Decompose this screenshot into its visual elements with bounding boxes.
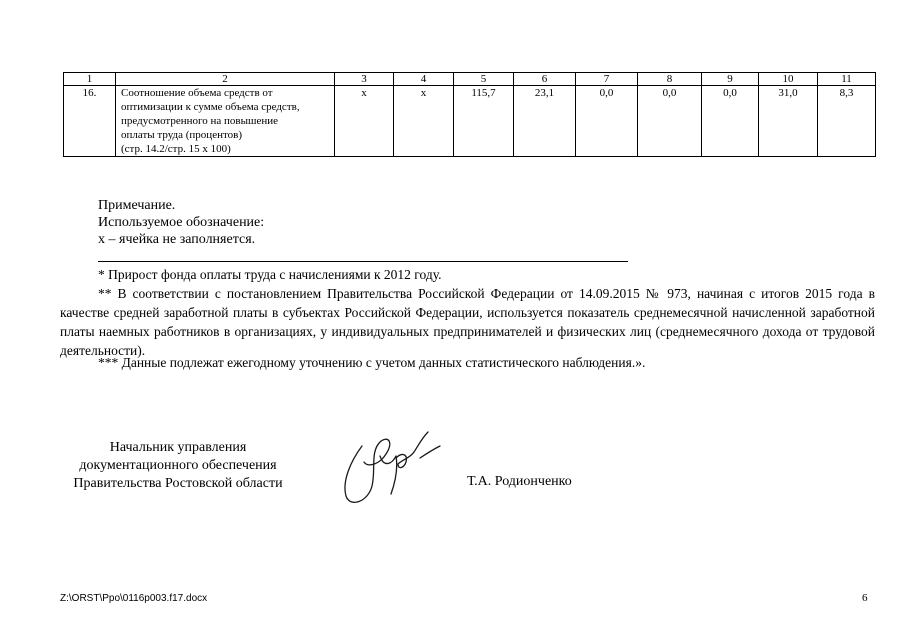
position-line: документационного обеспечения: [79, 458, 277, 473]
row-number-cell: 16.: [64, 86, 116, 157]
note-legend-heading: Используемое обозначение:: [98, 215, 265, 230]
table-row: [64, 86, 876, 157]
description-line: предусмотренного на повышение: [121, 115, 279, 127]
column-number-cell: 5: [454, 73, 514, 86]
footnote-separator: [98, 261, 628, 262]
note-title: Примечание.: [98, 198, 176, 213]
table-header-row: [64, 73, 876, 86]
description-line: оплаты труда (процентов): [121, 129, 242, 141]
footnote-2: ** В соответствии с постановлением Правительства Российской Федерации от 14.09.2015 № 973, начиная с итогов 2015 года в качестве средней заработной платы в субъектах Российской Федерации, используется показатель среднемесячной начисленной заработной платы наемных работников в организациях, у индивидуальных предпринимателей и физических лиц (среднемесячного дохода от трудовой деятельности).: [60, 286, 875, 358]
column-number-cell: 2: [116, 73, 335, 86]
position-line: Правительства Ростовской области: [73, 476, 283, 491]
signatory-position: [58, 439, 298, 493]
position-line: Начальник управления: [109, 440, 247, 455]
column-number-cell: 4: [394, 73, 454, 86]
value-cell: 115,7: [454, 86, 514, 157]
value-cell: 0,0: [638, 86, 702, 157]
signatory-name: Т.А. Родионченко: [467, 474, 572, 489]
file-path: Z:\ORST\Ppo\0116p003.f17.docx: [60, 593, 208, 604]
description-line: оптимизации к сумме объема средств,: [121, 101, 300, 113]
handwritten-signature: [336, 428, 444, 510]
column-number-cell: 10: [759, 73, 818, 86]
value-cell: 0,0: [576, 86, 638, 157]
value-cell: х: [335, 86, 394, 157]
value-cell: 23,1: [514, 86, 576, 157]
footnote-3: *** Данные подлежат ежегодному уточнению с учетом данных статистического наблюдения.».: [98, 355, 646, 370]
column-number-cell: 9: [702, 73, 759, 86]
description-line: (стр. 14.2/стр. 15 х 100): [121, 143, 231, 155]
value-cell: 8,3: [818, 86, 876, 157]
page-number: 6: [862, 592, 868, 604]
column-number-cell: 1: [64, 73, 116, 86]
column-number-cell: 3: [335, 73, 394, 86]
column-number-cell: 7: [576, 73, 638, 86]
row-description-cell: [116, 86, 335, 157]
data-table: [63, 72, 876, 157]
column-number-cell: 8: [638, 73, 702, 86]
column-number-cell: 11: [818, 73, 876, 86]
description-line: Соотношение объема средств от: [121, 87, 273, 99]
column-number-cell: 6: [514, 73, 576, 86]
value-cell: х: [394, 86, 454, 157]
note-legend-item: х – ячейка не заполняется.: [98, 232, 256, 247]
value-cell: 0,0: [702, 86, 759, 157]
footnote-1: * Прирост фонда оплаты труда с начислениями к 2012 году.: [98, 267, 442, 282]
value-cell: 31,0: [759, 86, 818, 157]
